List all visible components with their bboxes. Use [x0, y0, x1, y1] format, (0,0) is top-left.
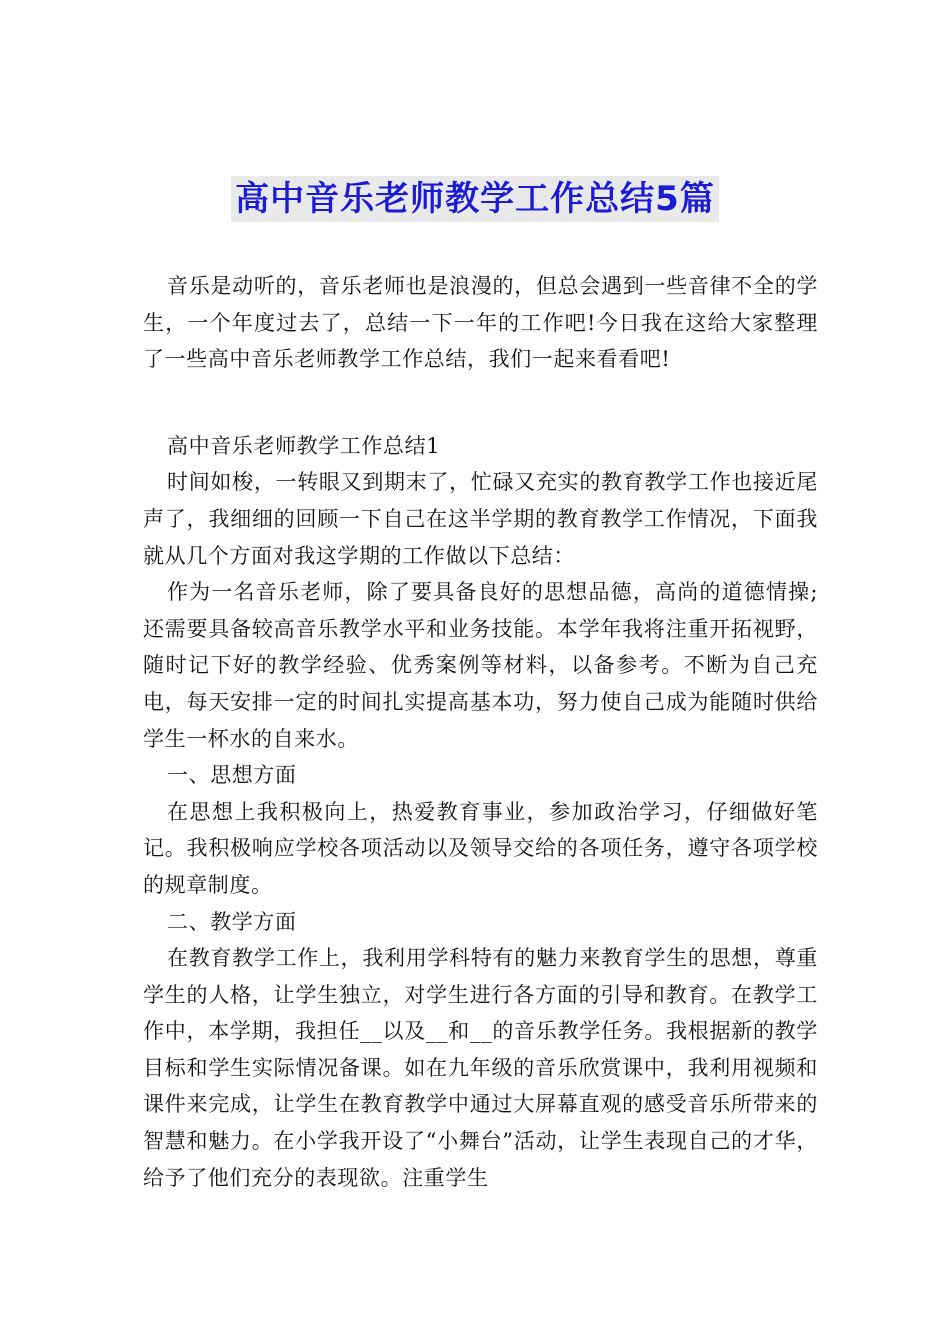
paragraph-3: 在思想上我积极向上，热爱教育事业，参加政治学习，仔细做好笔记。我积极响应学校各项活动以及领导交给的各项任务，遵守各项学校的规章制度。 — [143, 799, 818, 897]
heading-teaching: 二、教学方面 — [167, 909, 297, 934]
document-title: 高中音乐老师教学工作总结5篇 — [231, 176, 719, 222]
heading-thought: 一、思想方面 — [167, 763, 297, 788]
document-body — [143, 268, 818, 1196]
spacer — [143, 378, 818, 428]
paragraph-4: 在教育教学工作上，我利用学科特有的魅力来教育学生的思想，尊重学生的人格，让学生独立，对学生进行各方面的引导和教育。在教学工作中，本学期，我担任__以及__和__的音乐教学任务。我根据新的教学目标和学生实际情况备课。如在九年级的音乐欣赏课中，我利用视频和课件来完成，让学生在教育教学中通过大屏幕直观的感受音乐所带来的智慧和魅力。在小学我开设了“小舞台”活动，让学生表现自己的才华，给予了他们充分的表现欲。注重学生 — [143, 946, 818, 1190]
title-wrap — [0, 176, 950, 222]
section-title: 高中音乐老师教学工作总结1 — [167, 433, 441, 458]
paragraph-1: 时间如梭，一转眼又到期末了，忙碌又充实的教育教学工作也接近尾声了，我细细的回顾一下自己在这半学期的教育教学工作情况，下面我就从几个方面对我这学期的工作做以下总结： — [143, 470, 818, 568]
intro-paragraph: 音乐是动听的，音乐老师也是浪漫的，但总会遇到一些音律不全的学生，一个年度过去了，总结一下一年的工作吧!今日我在这给大家整理了一些高中音乐老师教学工作总结，我们一起来看看吧! — [143, 274, 818, 372]
paragraph-2: 作为一名音乐老师，除了要具备良好的思想品德，高尚的道德情操;还需要具备较高音乐教学水平和业务技能。本学年我将注重开拓视野，随时记下好的教学经验、优秀案例等材料，以备参考。不断为自己充电，每天安排一定的时间扎实提高基本功，努力使自己成为能随时供给学生一杯水的自来水。 — [143, 580, 818, 751]
